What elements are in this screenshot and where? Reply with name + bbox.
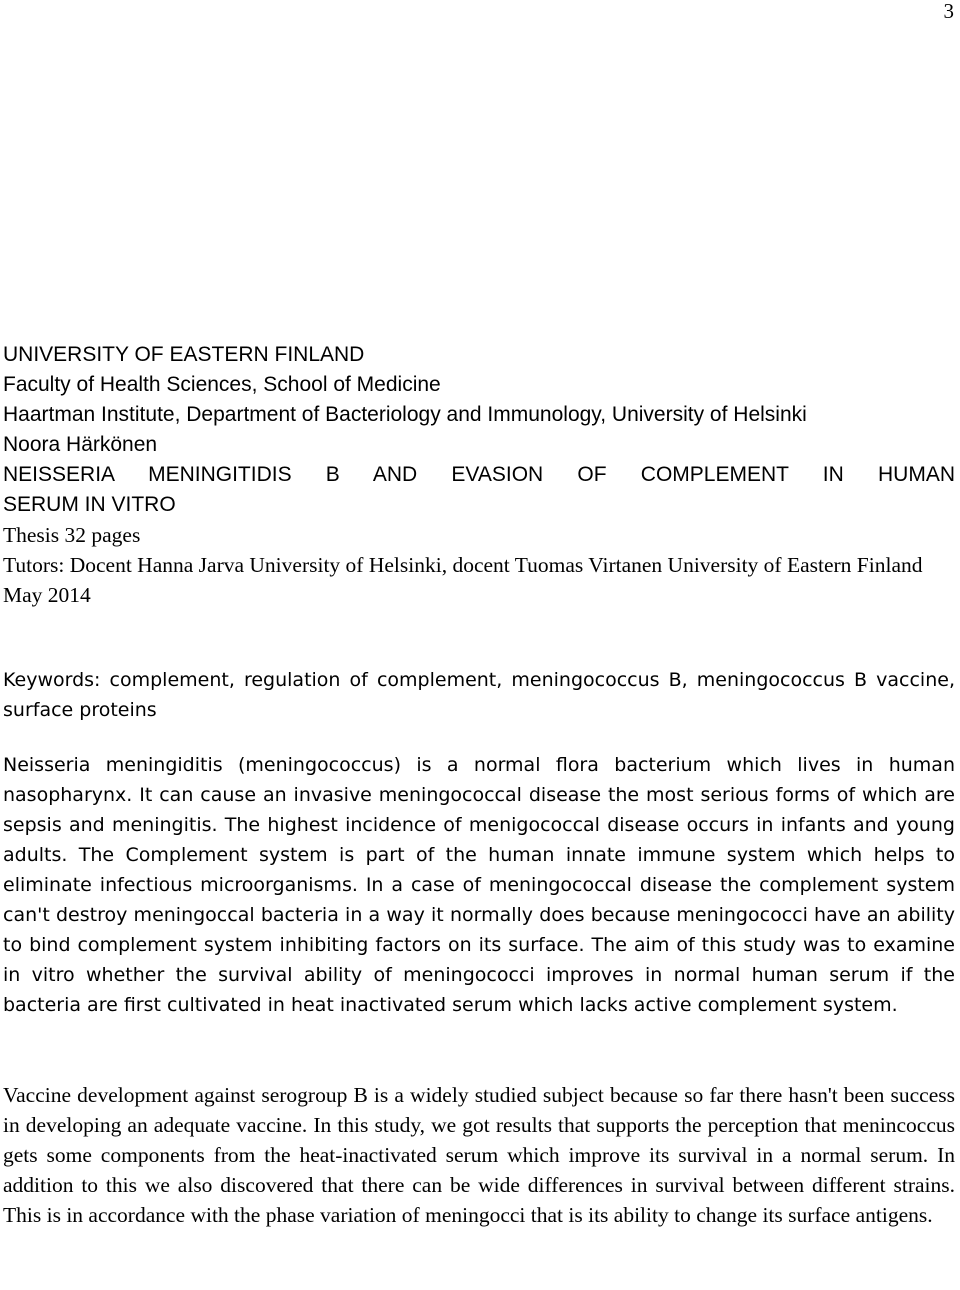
institute-name: Haartman Institute, Department of Bacteriology and Immunology, University of Helsinki xyxy=(3,403,807,426)
thesis-date: May 2014 xyxy=(3,583,91,607)
thesis-header xyxy=(3,340,955,610)
thesis-tutors: Tutors: Docent Hanna Jarva University of Helsinki, docent Tuomas Virtanen University of Eastern Finland xyxy=(3,553,923,577)
author-name: Noora Härkönen xyxy=(3,433,158,456)
page-number: 3 xyxy=(943,0,954,23)
faculty-name: Faculty of Health Sciences, School of Medicine xyxy=(3,373,441,396)
thesis-page-count: Thesis 32 pages xyxy=(3,523,141,547)
university-name: UNIVERSITY OF EASTERN FINLAND xyxy=(3,343,365,366)
keywords: Keywords: complement, regulation of complement, meningococcus B, meningococcus B vaccine, surface proteins xyxy=(3,669,955,721)
thesis-title-line1: NEISSERIA MENINGITIDIS B AND EVASION OF COMPLEMENT IN HUMAN xyxy=(3,463,955,486)
thesis-title-line2: SERUM IN VITRO xyxy=(3,493,176,516)
abstract-paragraph-2: Vaccine development against serogroup B is a widely studied subject because so far there hasn't been success in developing an adequate vaccine. In this study, we got results that supports the perception that menincoccus gets some components from the heat-inactivated serum which improve its survival in a normal serum. In addition to this we also discovered that there can be wide differences in survival between different strains. This is in accordance with the phase variation of meningocci that is its ability to change its surface antigens. xyxy=(3,1083,955,1227)
thesis-details xyxy=(3,520,955,610)
abstract-paragraph-1: Neisseria meningiditis (meningococcus) is a normal flora bacterium which lives in human nasopharynx. It can cause an invasive meningococcal disease the most serious forms of which are sepsis and meningitis. The highest incidence of menigococcal disease occurs in infants and young adults. The Complement system is part of the human innate immune system which helps to eliminate infectious microorganisms. In a case of meningococcal disease the complement system can't destroy meningoccal bacteria in a way it normally does because meningococci have an ability to bind complement system inhibiting factors on its surface. The aim of this study was to examine in vitro whether the survival ability of meningococci improves in normal human serum if the bacteria are first cultivated in heat inactivated serum which lacks active complement system. xyxy=(3,754,955,1016)
